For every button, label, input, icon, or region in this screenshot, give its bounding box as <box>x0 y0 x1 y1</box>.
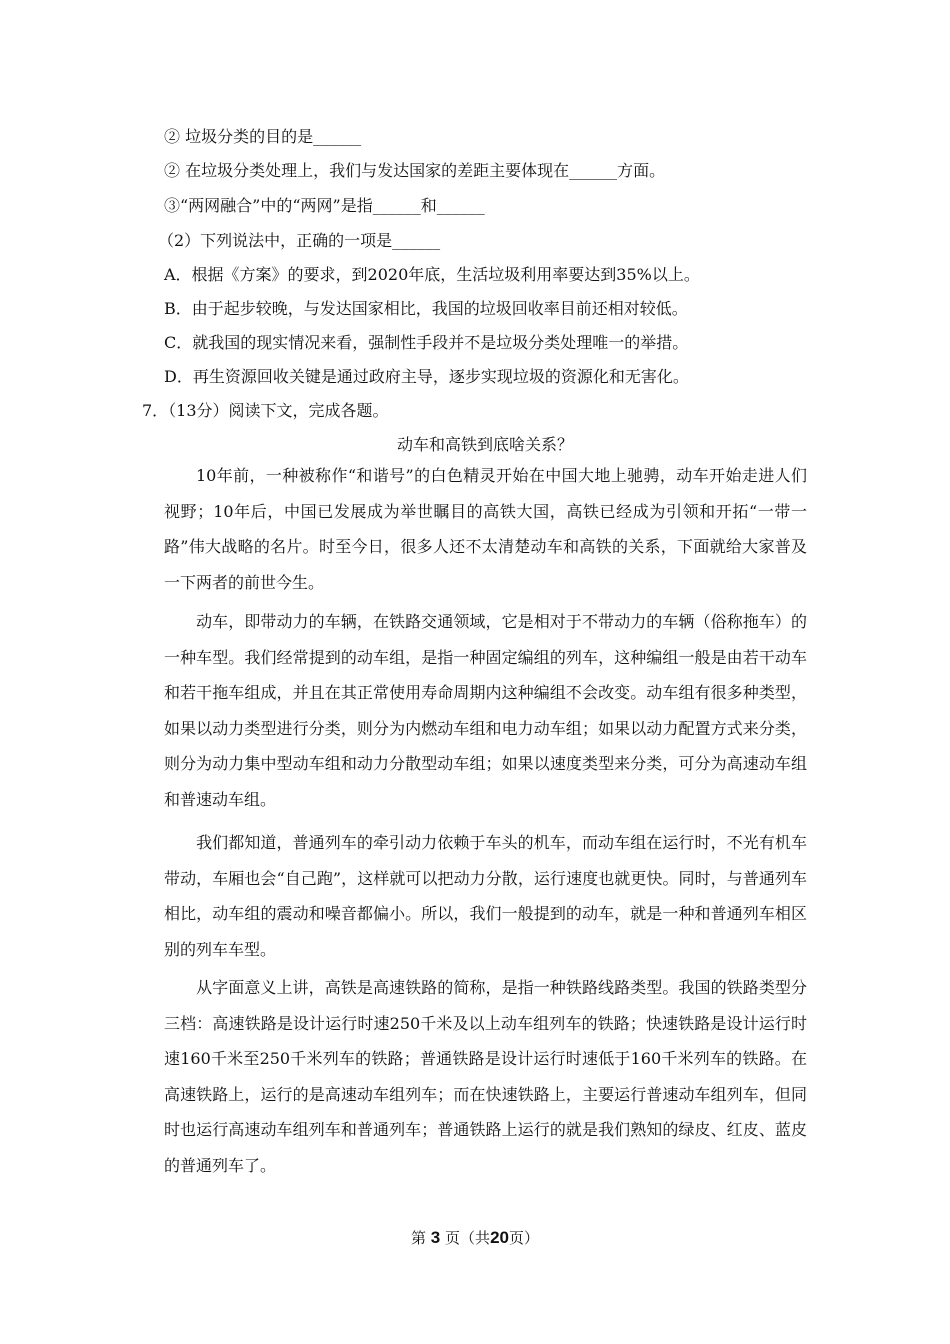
option-b: B．由于起步较晚，与发达国家相比，我国的垃圾回收率目前还相对较低。 <box>164 299 688 318</box>
article-title: 动车和高铁到底啥关系？ <box>396 435 573 454</box>
article-paragraph-3 <box>164 825 807 967</box>
sub-question-2: ② 在垃圾分类处理上，我们与发达国家的差距主要体现在______方面。 <box>164 161 666 180</box>
part-2-question: （2）下列说法中，正确的一项是______ <box>158 231 441 250</box>
sub-question-1: ② 垃圾分类的目的是______ <box>164 127 362 146</box>
page-footer <box>0 1228 950 1248</box>
footer-middle: 页（共 <box>445 1229 491 1247</box>
paragraph-text: 动车，即带动力的车辆，在铁路交通领域，它是相对于不带动力的车辆（俗称拖车）的一种车型。我们经常提到的动车组，是指一种固定编组的列车，这种编组一般是由若干动车和若干拖车组成，并且在其正常使用寿命周期内这种编组不会改变。动车组有很多种类型，如果以动力类型进行分类，则分为内燃动车组和电力动车组；如果以动力配置方式来分类，则分为动力集中型动车组和动力分散型动车组；如果以速度类型来分类，可分为高速动车组和普速动车组。 <box>164 612 807 809</box>
option-a: A．根据《方案》的要求，到2020年底，生活垃圾利用率要达到35%以上。 <box>164 265 700 284</box>
footer-prefix: 第 <box>411 1229 427 1247</box>
total-pages: 20 <box>490 1228 509 1247</box>
article-paragraph-1 <box>164 458 807 600</box>
article-paragraph-4 <box>164 970 807 1183</box>
option-d: D．再生资源回收关键是通过政府主导，逐步实现垃圾的资源化和无害化。 <box>164 367 689 386</box>
article-paragraph-2 <box>164 604 807 817</box>
question-7-heading: 7．（13分）阅读下文，完成各题。 <box>142 401 389 420</box>
paragraph-text: 从字面意义上讲，高铁是高速铁路的简称，是指一种铁路线路类型。我国的铁路类型分三档：高速铁路是设计运行时速250千米及以上动车组列车的铁路；快速铁路是设计运行时速160千米至250千米列车的铁路；普通铁路是设计运行时速低于160千米列车的铁路。在高速铁路上，运行的是高速动车组列车；而在快速铁路上，主要运行普速动车组列车，但同时也运行高速动车组列车和普通列车；普通铁路上运行的就是我们熟知的绿皮、红皮、蓝皮的普通列车了。 <box>164 978 807 1175</box>
sub-question-3: ③“两网融合”中的“两网”是指______和______ <box>164 196 485 215</box>
footer-suffix: 页） <box>508 1229 539 1247</box>
paragraph-text: 10年前，一种被称作“和谐号”的白色精灵开始在中国大地上驰骋，动车开始走进人们视野；10年后，中国已发展成为举世瞩目的高铁大国，高铁已经成为引领和开拓“一带一路”伟大战略的名片。时至今日，很多人还不太清楚动车和高铁的关系，下面就给大家普及一下两者的前世今生。 <box>164 466 807 592</box>
paragraph-text: 我们都知道，普通列车的牵引动力依赖于车头的机车，而动车组在运行时，不光有机车带动，车厢也会“自己跑”，这样就可以把动力分散，运行速度也就更快。同时，与普通列车相比，动车组的震动和噪音都偏小。所以，我们一般提到的动车，就是一种和普通列车相区别的列车车型。 <box>164 833 807 959</box>
current-page-number: 3 <box>430 1228 441 1247</box>
option-c: C．就我国的现实情况来看，强制性手段并不是垃圾分类处理唯一的举措。 <box>164 333 689 352</box>
